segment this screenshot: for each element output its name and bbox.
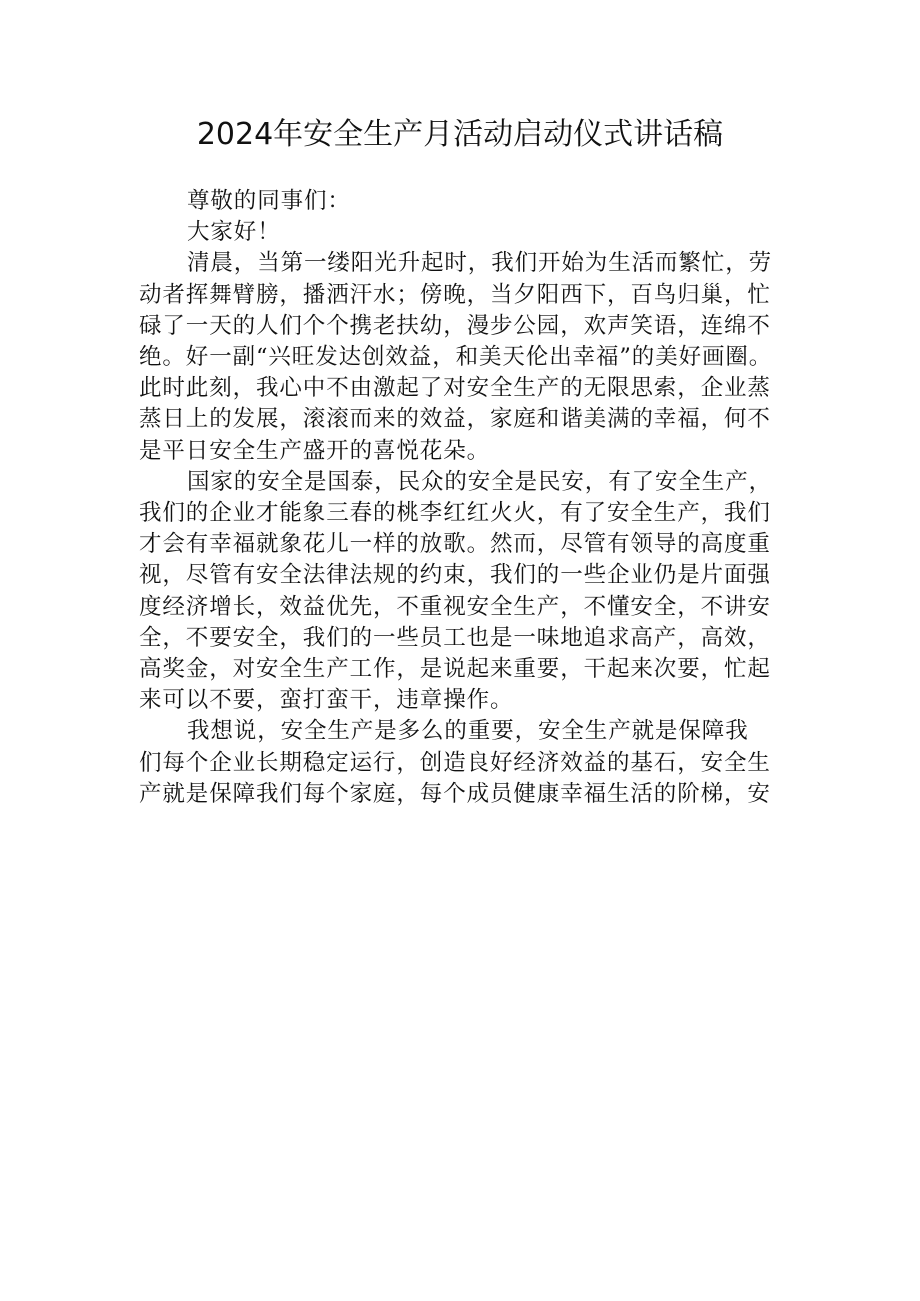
- paragraph-line: 碌了一天的人们个个携老扶幼，漫步公园，欢声笑语，连绵不: [139, 312, 771, 339]
- paragraph-line: 清晨，当第一缕阳光升起时，我们开始为生活而繁忙，劳: [187, 250, 773, 277]
- greeting: 大家好！: [187, 219, 281, 246]
- paragraph-3: [139, 716, 799, 810]
- paragraph-line: 视，尽管有安全法律法规的约束，我们的一些企业仍是片面强: [139, 562, 771, 589]
- paragraph-line: 我想说，安全生产是多么的重要，安全生产就是保障我: [187, 718, 749, 745]
- paragraph-line: 绝。好一副“兴旺发达创效益，和美天伦出幸福”的美好画圈。: [139, 344, 773, 371]
- paragraph-line: 才会有幸福就象花儿一样的放歌。然而，尽管有领导的高度重: [139, 531, 771, 558]
- document-body: [139, 186, 799, 810]
- salutation: 尊敬的同事们：: [187, 188, 351, 214]
- paragraph-2: [139, 467, 799, 717]
- paragraph-line: 国家的安全是国泰，民众的安全是民安，有了安全生产，: [187, 468, 773, 495]
- paragraph-line: 动者挥舞臂膀，播洒汗水；傍晚，当夕阳西下，百鸟归巢，忙: [139, 281, 771, 308]
- paragraph-line: 度经济增长，效益优先，不重视安全生产，不懂安全，不讲安: [139, 593, 771, 620]
- paragraph-line: 此时此刻，我心中不由激起了对安全生产的无限思索，企业蒸: [139, 375, 771, 402]
- paragraph-line: 我们的企业才能象三春的桃李红红火火，有了安全生产，我们: [139, 500, 771, 527]
- paragraph-line: 高奖金，对安全生产工作，是说起来重要，干起来次要，忙起: [139, 656, 771, 683]
- paragraph-line: 蒸日上的发展，滚滚而来的效益，家庭和谐美满的幸福，何不: [139, 406, 771, 433]
- document-title: 2024年安全生产月活动启动仪式讲话稿: [196, 117, 724, 152]
- paragraph-line: 产就是保障我们每个家庭，每个成员健康幸福生活的阶梯，安: [139, 780, 771, 807]
- paragraph-1: [139, 248, 799, 466]
- paragraph-line: 们每个企业长期稳定运行，创造良好经济效益的基石，安全生: [139, 749, 771, 776]
- paragraph-line: 是平日安全生产盛开的喜悦花朵。: [139, 437, 491, 464]
- paragraph-line: 全，不要安全，我们的一些员工也是一味地追求高产，高效，: [139, 624, 771, 651]
- paragraph-line: 来可以不要，蛮打蛮干，违章操作。: [139, 687, 514, 714]
